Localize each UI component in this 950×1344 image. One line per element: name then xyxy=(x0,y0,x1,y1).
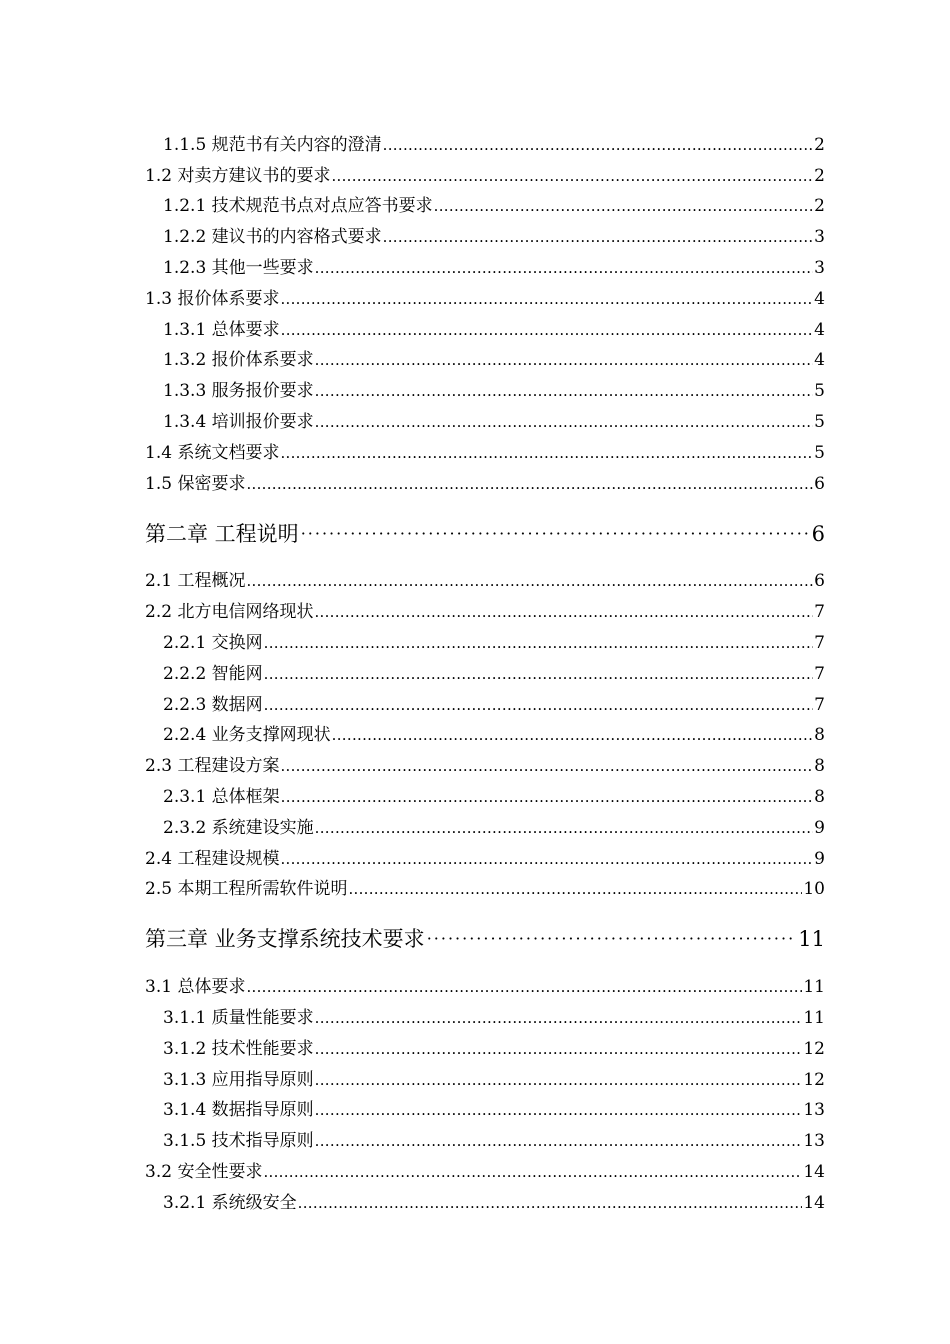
entry-title: 1.4 系统文档要求 xyxy=(145,442,280,463)
toc-entry[interactable] xyxy=(145,776,825,807)
leader-dots xyxy=(246,571,813,591)
leader-dots xyxy=(264,695,814,715)
entry-title: 1.5 保密要求 xyxy=(145,473,246,494)
leader-dots xyxy=(280,756,813,776)
entry-title: 3.1.2 技术性能要求 xyxy=(163,1038,314,1059)
entry-title: 1.3.1 总体要求 xyxy=(163,319,280,340)
page-number: 8 xyxy=(814,725,825,746)
toc-entry[interactable] xyxy=(145,401,825,432)
entry-title: 2.2.1 交换网 xyxy=(163,632,263,653)
leader-dots xyxy=(315,1100,803,1120)
leader-dots xyxy=(281,787,814,807)
entry-title: 1.3.4 培训报价要求 xyxy=(163,411,314,432)
page-number: 4 xyxy=(814,288,825,309)
toc-section-2 xyxy=(145,561,825,900)
page-number: 10 xyxy=(803,879,825,900)
entry-title: 3.1.5 技术指导原则 xyxy=(163,1131,314,1152)
entry-title: 1.3.3 服务报价要求 xyxy=(163,381,314,402)
leader-dots xyxy=(315,258,814,278)
entry-title: 2.2.2 智能网 xyxy=(163,663,263,684)
toc-chapter-3[interactable] xyxy=(145,926,825,952)
leader-dots xyxy=(315,1070,803,1090)
leader-dots xyxy=(264,633,814,653)
leader-dots xyxy=(246,977,802,997)
toc-entry[interactable] xyxy=(145,745,825,776)
leader-dots xyxy=(264,664,814,684)
toc-entry[interactable] xyxy=(145,124,825,155)
toc-entry[interactable] xyxy=(145,463,825,494)
toc-entry[interactable] xyxy=(145,247,825,278)
entry-title: 1.2.3 其他一些要求 xyxy=(163,257,314,278)
page-number: 14 xyxy=(803,1161,825,1182)
toc-entry[interactable] xyxy=(145,186,825,217)
entry-title: 2.4 工程建设规模 xyxy=(145,848,280,869)
page-number: 11 xyxy=(798,927,825,952)
toc-section-1 xyxy=(145,124,825,494)
toc-entry[interactable] xyxy=(145,216,825,247)
leader-dots xyxy=(314,602,813,622)
page-number: 7 xyxy=(814,694,825,715)
entry-title: 2.2 北方电信网络现状 xyxy=(145,602,314,623)
page-number: 11 xyxy=(803,977,825,998)
leader-dots xyxy=(332,725,814,745)
leader-dots xyxy=(281,320,814,340)
entry-title: 1.3 报价体系要求 xyxy=(145,288,280,309)
toc-entry[interactable] xyxy=(145,1059,825,1090)
leader-dots xyxy=(383,135,814,155)
toc-entry[interactable] xyxy=(145,715,825,746)
toc-entry[interactable] xyxy=(145,966,825,997)
entry-title: 3.1.3 应用指导原则 xyxy=(163,1069,314,1090)
leader-dots xyxy=(315,412,814,432)
toc-entry[interactable] xyxy=(145,309,825,340)
toc-entry[interactable] xyxy=(145,591,825,622)
toc-entry[interactable] xyxy=(145,432,825,463)
page-number: 9 xyxy=(814,817,825,838)
page-number: 9 xyxy=(814,848,825,869)
page-number: 12 xyxy=(803,1069,825,1090)
toc-entry[interactable] xyxy=(145,684,825,715)
page-number: 2 xyxy=(814,134,825,155)
page-number: 7 xyxy=(814,663,825,684)
leader-dots xyxy=(331,166,813,186)
leader-dots xyxy=(315,350,814,370)
leader-dots xyxy=(315,1131,803,1151)
leader-dots xyxy=(383,227,814,247)
toc-entry[interactable] xyxy=(145,622,825,653)
leader-dots xyxy=(315,1008,803,1028)
leader-dots xyxy=(246,474,813,494)
page-number: 2 xyxy=(814,196,825,217)
leader-dots xyxy=(315,818,814,838)
toc-entry[interactable] xyxy=(145,838,825,869)
page-number: 4 xyxy=(814,350,825,371)
leader-dots xyxy=(263,1162,802,1182)
entry-title: 3.2 安全性要求 xyxy=(145,1161,263,1182)
entry-title: 2.3.1 总体框架 xyxy=(163,786,280,807)
page-number: 4 xyxy=(814,319,825,340)
leader-dots xyxy=(315,1039,803,1059)
toc-entry[interactable] xyxy=(145,340,825,371)
toc-entry[interactable] xyxy=(145,807,825,838)
page-number: 6 xyxy=(814,473,825,494)
toc-entry[interactable] xyxy=(145,1028,825,1059)
toc-entry[interactable] xyxy=(145,1090,825,1121)
entry-title: 1.3.2 报价体系要求 xyxy=(163,350,314,371)
toc-section-3 xyxy=(145,966,825,1212)
entry-title: 1.2.2 建议书的内容格式要求 xyxy=(163,227,382,248)
entry-title: 2.1 工程概况 xyxy=(145,571,246,592)
page-number: 5 xyxy=(814,411,825,432)
toc-entry[interactable] xyxy=(145,278,825,309)
leader-dots xyxy=(298,1193,803,1213)
page-number: 2 xyxy=(814,165,825,186)
page-number: 13 xyxy=(803,1100,825,1121)
entry-title: 1.1.5 规范书有关内容的澄清 xyxy=(163,134,382,155)
entry-title: 3.1.1 质量性能要求 xyxy=(163,1007,314,1028)
entry-title: 3.2.1 系统级安全 xyxy=(163,1192,297,1213)
page-number: 7 xyxy=(814,632,825,653)
leader-dots xyxy=(280,443,813,463)
toc-entry[interactable] xyxy=(145,155,825,186)
page-number: 7 xyxy=(814,602,825,623)
page-number: 11 xyxy=(803,1007,825,1028)
entry-title: 2.2.4 业务支撑网现状 xyxy=(163,725,331,746)
page-number: 8 xyxy=(814,786,825,807)
leader-dots xyxy=(434,196,814,216)
page-number: 5 xyxy=(814,381,825,402)
leader-dots xyxy=(348,879,802,899)
entry-title: 2.3 工程建设方案 xyxy=(145,756,280,777)
toc-chapter-2[interactable] xyxy=(145,521,825,547)
page-number: 12 xyxy=(803,1038,825,1059)
page-number: 6 xyxy=(814,571,825,592)
toc-entry[interactable] xyxy=(145,653,825,684)
page-number: 13 xyxy=(803,1131,825,1152)
page-number: 3 xyxy=(814,257,825,278)
toc-entry[interactable] xyxy=(145,1151,825,1182)
leader-dots xyxy=(427,926,797,952)
page-number: 5 xyxy=(814,442,825,463)
leader-dots xyxy=(315,381,814,401)
toc-entry[interactable] xyxy=(145,561,825,592)
toc-entry[interactable] xyxy=(145,869,825,900)
entry-title: 1.2 对卖方建议书的要求 xyxy=(145,165,331,186)
page-number: 14 xyxy=(803,1192,825,1213)
entry-title: 3.1.4 数据指导原则 xyxy=(163,1100,314,1121)
page-number: 3 xyxy=(814,227,825,248)
page-number: 8 xyxy=(814,756,825,777)
table-of-contents xyxy=(145,124,825,1213)
leader-dots xyxy=(280,289,813,309)
toc-entry[interactable] xyxy=(145,1182,825,1213)
page-number: 6 xyxy=(811,521,825,546)
toc-entry[interactable] xyxy=(145,370,825,401)
toc-entry[interactable] xyxy=(145,1120,825,1151)
entry-title: 2.2.3 数据网 xyxy=(163,694,263,715)
entry-title: 2.5 本期工程所需软件说明 xyxy=(145,879,348,900)
chapter-title: 第三章 业务支撑系统技术要求 xyxy=(145,927,425,952)
toc-entry[interactable] xyxy=(145,997,825,1028)
entry-title: 2.3.2 系统建设实施 xyxy=(163,817,314,838)
leader-dots xyxy=(301,521,810,547)
chapter-title: 第二章 工程说明 xyxy=(145,521,299,546)
entry-title: 1.2.1 技术规范书点对点应答书要求 xyxy=(163,196,433,217)
entry-title: 3.1 总体要求 xyxy=(145,977,246,998)
leader-dots xyxy=(280,849,813,869)
